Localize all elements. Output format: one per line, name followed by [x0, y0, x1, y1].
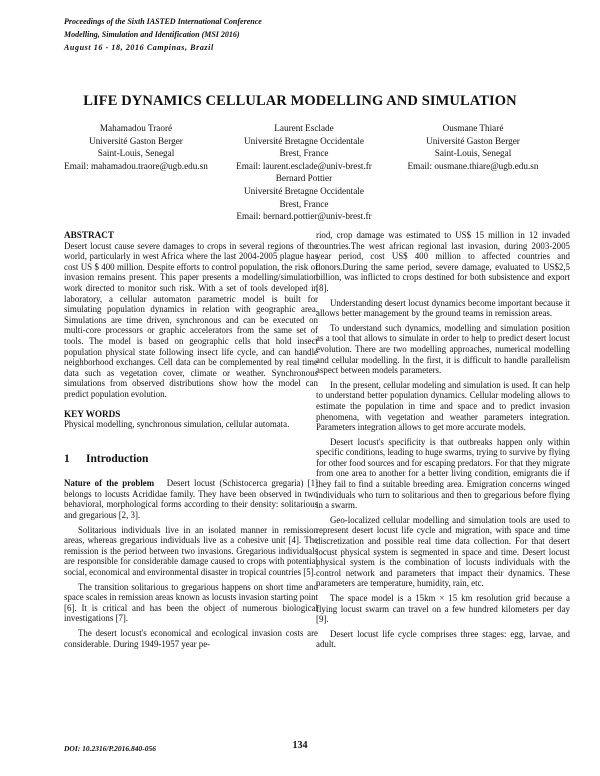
body-paragraph: Understanding desert locust dynamics become important because it allows better management by the ground teams in remission areas.	[316, 297, 570, 319]
author-line: Brest, France	[279, 148, 329, 159]
author-line: Saint-Louis, Senegal	[434, 148, 512, 159]
conference-line-3: August 16 - 18, 2016 Campinas, Brazil	[64, 43, 214, 52]
doi-footer: DOI: 10.2316/P.2016.840-056	[64, 744, 156, 753]
body-paragraph: riod, crop damage was estimated to US$ 15 million in 12 invaded countries.The west african regional last invasion, during 2003-2005 year period, cost US$ 400 million to affected countries and donors.During the same period, severe damage, evaluated to US$2,5 billion, was inflicted to crops destined for both subsistence and export [8].	[316, 230, 570, 293]
right-column	[316, 230, 570, 650]
section-title: Introduction	[86, 452, 149, 465]
keywords-heading: KEY WORDS	[64, 408, 121, 419]
author-line: Université Gaston Berger	[89, 135, 183, 146]
conference-line-2: Modelling, Simulation and Identification (MSI 2016)	[64, 30, 240, 39]
author-block-2	[224, 122, 384, 223]
body-paragraph: Solitarious individuals live in an isolated manner in remission areas, whereas gregarious individuals live as a cohesive unit [4]. The remission is the period between two invasions. Gregarious individuals are responsible for considerable damage caused to crops with potential social, economical and environmental disaster in tropical countries [5].	[64, 524, 318, 578]
author-block-1	[56, 122, 216, 172]
author-line: Email: bernard.pottier@univ-brest.fr	[236, 211, 372, 222]
author-line: Mahamadou Traoré	[99, 123, 173, 133]
keywords-text: Physical modelling, synchronous simulation, cellular automata.	[64, 419, 290, 430]
author-line: Bernard Pottier	[275, 173, 333, 184]
body-paragraph: The transition solitarious to gregarious happens on short time and space scales in remission areas known as locusts invasion starting point [6]. It is critical and has been the object of numerous biological investigations [7].	[64, 581, 318, 624]
abstract-text: Desert locust cause severe damages to crops in several regions of the world, particularly in west Africa where the last 2004-2005 plague has cost US $ 400 million. Despite efforts to control population, the risk of invasion remains present. This paper presents a modelling/simulation work directed to monitor such risk. With a set of tools developed in laboratory, a cellular automaton parametric model is built for simulating population dynamics in relation with geographic area. Simulations are time driven, synchronous and can be executed on multi-core processors or graphic accelerators from the same set of tools. The model is based on geographic cells that hold insect population physical state following insect life cycle, and can handle neighborhood exchanges. Cell data can be complemented by real time data such as vegetation cover, climate or weather. Synchronous simulations from observed distributions show how the model can predict population evolution.	[64, 240, 318, 399]
body-paragraph: The space model is a 15km × 15 km resolution grid because a flying locust swarm can travel on a few hundred kilometers per day [9].	[316, 593, 570, 625]
body-paragraph: In the present, cellular modeling and simulation is used. It can help to understand better population dynamics. Cellular modeling allows to estimate the population in time and space and to predict invasion phenomena, with vegetation and weather parameters integration. Parameters integration allows to get more accurate models.	[316, 379, 570, 433]
author-block-3	[393, 122, 553, 172]
paragraph-text: Desert locust (Schistocerca gregaria) [1] belongs to locusts Acrididae family. They have been observed in two behavioral, morphological forms according to their density: solitarious and gregarious [2, 3].	[64, 478, 318, 521]
author-line: Saint-Louis, Senegal	[97, 148, 175, 159]
author-line: Email: mahamadou.traore@ugb.edu.sn	[64, 160, 208, 171]
conference-header	[64, 15, 364, 54]
author-line: Email: ousmane.thiare@ugb.edu.sn	[407, 160, 539, 171]
author-line: Brest, France	[279, 198, 329, 209]
paragraph-label: Nature of the problem	[64, 478, 155, 489]
body-paragraph: To understand such dynamics, modelling and simulation position as a tool that allows to simulate in order to help to predict desert locust evolution. There are two modelling approaches, numerical modelling and cellular modelling. In the first, it is difficult to handle parallelism aspect between models parameters.	[316, 322, 570, 376]
conference-line-1: Proceedings of the Sixth IASTED International Conference	[64, 17, 262, 26]
body-paragraph: The desert locust's economical and ecological invasion costs are considerable. During 1949-1957 year pe-	[64, 628, 318, 649]
author-line: Université Bretagne Occidentale	[244, 135, 364, 146]
left-column	[64, 230, 318, 649]
author-line: Ousmane Thiaré	[442, 123, 504, 133]
author-line: Laurent Esclade	[274, 123, 334, 133]
section-heading	[64, 454, 318, 465]
body-paragraph: Geo-localized cellular modelling and simulation tools are used to represent desert locust life cycle and migration, with space and time discretization and possible real time data collection. For that desert locust physical system is segmented in space and time. Desert locust physical system is the combination of locusts individuals with the control network and parameters that impact their dynamics. These parameters are temperature, humidity, rain, etc.	[316, 514, 570, 589]
paper-title: LIFE DYNAMICS CELLULAR MODELLING AND SIMULATION	[83, 93, 517, 109]
body-paragraph: Desert locust's specificity is that outbreaks happen only within specific conditions, leading to huge swarms, trying to survive by flying for other food sources and for escaping predators. For that they migrate from one area to another for a better living condition, emigrants die if they fail to find a suitable breeding area. Emigration concerns winged individuals who turn to solitarious and then to gregarious before flying in a swarm.	[316, 436, 570, 511]
body-paragraph: Desert locust life cycle comprises three stages: egg, larvae, and adult.	[316, 628, 570, 650]
author-line: Université Bretagne Occidentale	[244, 185, 364, 196]
author-line: Email: laurent.esclade@univ-brest.fr	[236, 160, 372, 171]
intro-paragraph	[64, 478, 318, 520]
author-line: Université Gaston Berger	[426, 135, 520, 146]
section-number: 1	[64, 452, 70, 465]
abstract-heading: ABSTRACT	[64, 230, 115, 240]
page-number: 134	[292, 740, 308, 751]
